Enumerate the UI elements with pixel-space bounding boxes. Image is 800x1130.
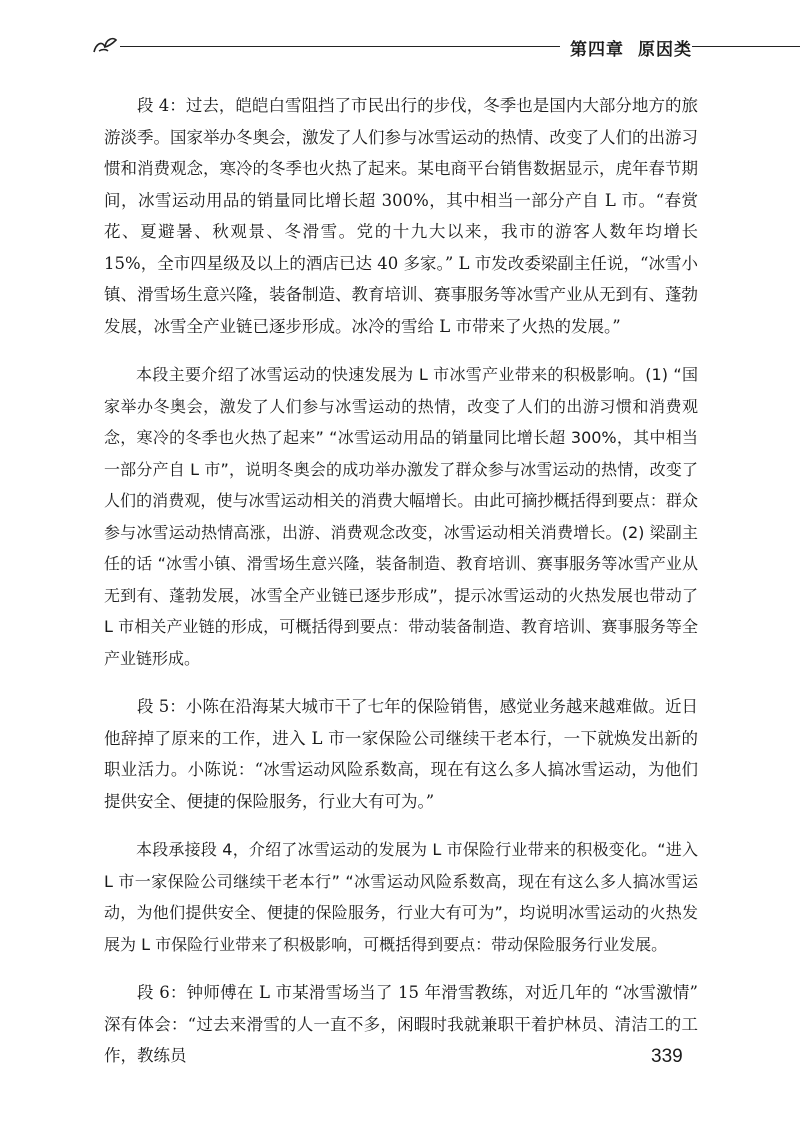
page-number: 339 bbox=[651, 1046, 683, 1067]
page-body bbox=[104, 90, 698, 1089]
chapter-title bbox=[570, 35, 692, 60]
running-header bbox=[80, 34, 720, 60]
leaf-sprout-icon bbox=[90, 34, 120, 56]
source-paragraph-6: 段 6：钟师傅在 L 市某滑雪场当了 15 年滑雪教练，对近几年的 “冰雪激情” 深有体会：“过去来滑雪的人一直不多，闲暇时我就兼职干着护林员、清洁工的工作，教练员 bbox=[104, 983, 698, 1065]
source-paragraph-5: 段 5：小陈在沿海某大城市干了七年的保险销售，感觉业务越来越难做。近日他辞掉了原来的工作，进入 L 市一家保险公司继续干老本行，一下就焕发出新的职业活力。小陈说：“冰雪运动风险系数高，现在有这么多人搞冰雪运动，为他们提供安全、便捷的保险服务，行业大有可为。” bbox=[104, 697, 698, 811]
analysis-paragraph-4: 本段主要介绍了冰雪运动的快速发展为 L 市冰雪产业带来的积极影响。(1) “国家举办冬奥会，激发了人们参与冰雪运动的热情，改变了人们的出游习惯和消费观念，寒冷的冬季也火热了起来” “冰雪运动用品的销量同比增长超 300%，其中相当一部分产自 L 市”，说明冬奥会的成功举办激发了群众参与冰雪运动的热情，改变了人们的消费观，使与冰雪运动相关的消费大幅增长。由此可摘抄概括得到要点：群众参与冰雪运动热情高涨，出游、消费观念改变，冰雪运动相关消费增长。(2) 梁副主任的话 “冰雪小镇、滑雪场生意兴隆，装备制造、教育培训、赛事服务等冰雪产业从无到有、蓬勃发展，冰雪全产业链已逐步形成”，提示冰雪运动的火热发展也带动了 L 市相关产业链的形成，可概括得到要点：带动装备制造、教育培训、赛事服务等全产业链形成。 bbox=[104, 365, 698, 668]
chapter-label: 第四章 bbox=[570, 40, 624, 60]
section-label: 原因类 bbox=[638, 40, 692, 60]
analysis-paragraph-5: 本段承接段 4，介绍了冰雪运动的发展为 L 市保险行业带来的积极变化。“进入 L 市一家保险公司继续干老本行” “冰雪运动风险系数高，现在有这么多人搞冰雪运动，为他们提供安全、便捷的保险服务，行业大有可为”，均说明冰雪运动的火热发展为 L 市保险行业带来了积极影响，可概括得到要点：带动保险服务行业发展。 bbox=[104, 840, 698, 954]
header-rule-left bbox=[120, 46, 560, 47]
header-rule-right bbox=[692, 46, 800, 47]
source-paragraph-4: 段 4：过去，皑皑白雪阻挡了市民出行的步伐，冬季也是国内大部分地方的旅游淡季。国家举办冬奥会，激发了人们参与冰雪运动的热情、改变了人们的出游习惯和消费观念，寒冷的冬季也火热了起来。某电商平台销售数据显示，虎年春节期间，冰雪运动用品的销量同比增长超 300%，其中相当一部分产自 L 市。“春赏花、夏避暑、秋观景、冬滑雪。党的十九大以来，我市的游客人数年均增长 15%，全市四星级及以上的酒店已达 40 多家。” L 市发改委梁副主任说，“冰雪小镇、滑雪场生意兴隆，装备制造、教育培训、赛事服务等冰雪产业从无到有、蓬勃发展，冰雪全产业链已逐步形成。冰冷的雪给 L 市带来了火热的发展。” bbox=[104, 96, 698, 336]
